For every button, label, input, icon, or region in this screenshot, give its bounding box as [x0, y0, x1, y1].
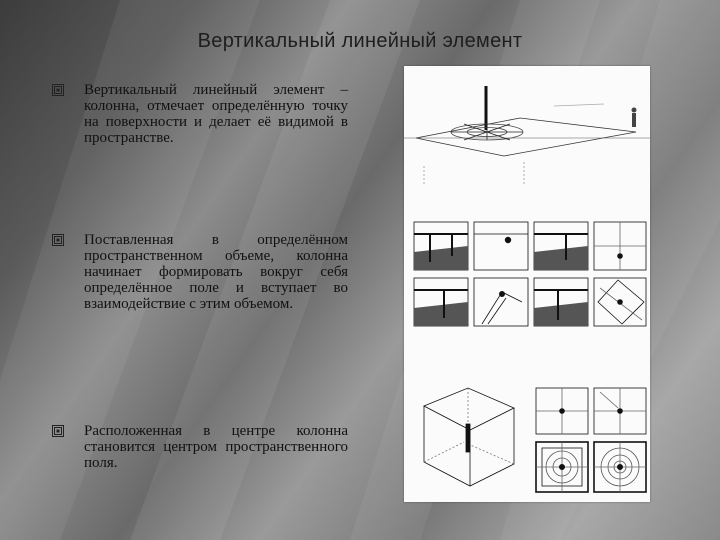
cube-with-column-sketch: [424, 388, 514, 486]
bullet-text: Вертикальный линейный элемент – колонна, отмечает определённую точку на поверхности и делает её видимой в пространстве.: [84, 82, 348, 146]
slide-title: Вертикальный линейный элемент: [197, 30, 523, 52]
bullet-text: Расположенная в центре колонна становится центром пространственного поля.: [84, 423, 348, 471]
bullet-text: Поставленная в определённом пространственном объеме, колонна начинает формировать вокруг себя определённое поле и вступает во взаимодействие с этим объемом.: [84, 232, 348, 312]
box-row-1: [414, 222, 646, 270]
column-illustration: [404, 66, 650, 502]
checkbox-bullet-icon: [52, 84, 64, 96]
checkbox-bullet-icon: [52, 425, 64, 437]
checkbox-bullet-icon: [52, 234, 64, 246]
plan-boxes: [536, 388, 646, 492]
box-row-2: [414, 278, 646, 326]
column-on-plane-sketch: [404, 86, 650, 186]
column-sketch: [404, 66, 650, 502]
